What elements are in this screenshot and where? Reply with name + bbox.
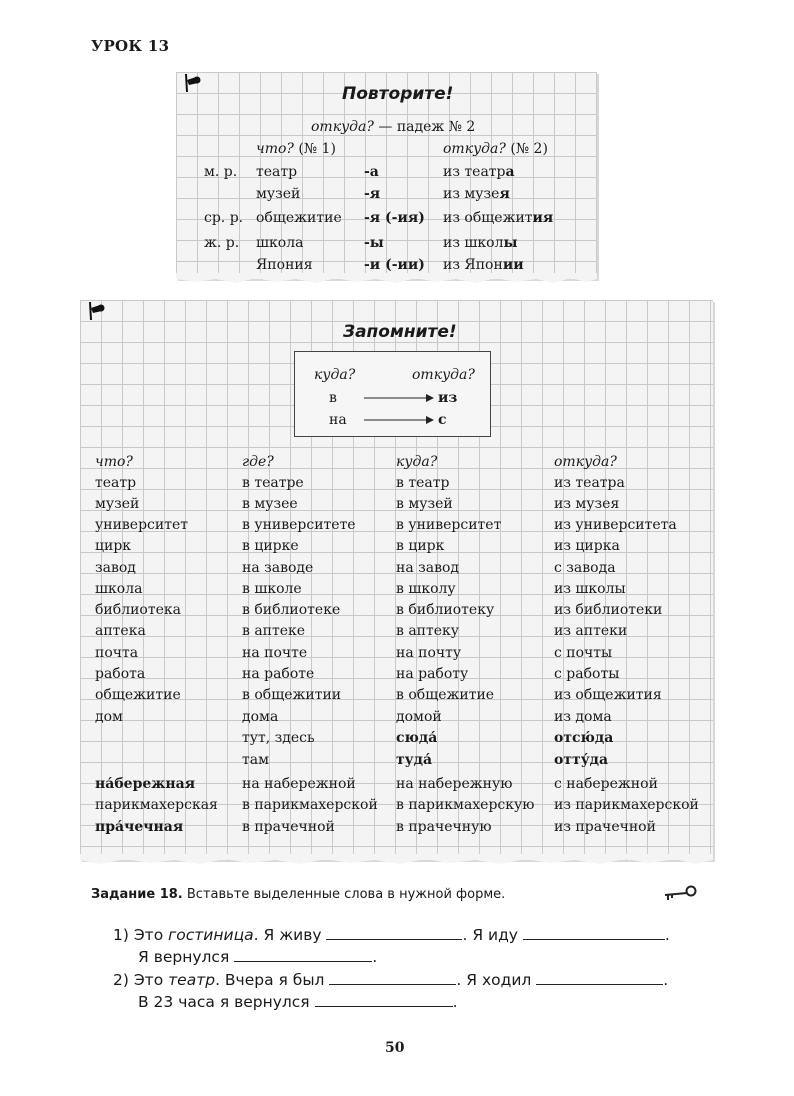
word: общежитие <box>256 210 342 226</box>
word: Япония <box>256 257 313 273</box>
remember-title: Запомните! <box>343 322 457 342</box>
box-prep-s: с <box>438 412 447 428</box>
answer-blank[interactable] <box>329 983 456 985</box>
exercise-item-1-line2: Я вернулся . <box>138 948 378 966</box>
table-cell: домой <box>396 709 442 725</box>
page-number: 50 <box>385 1040 405 1056</box>
answer-blank[interactable] <box>523 938 665 940</box>
ending: -и (-ии) <box>364 257 425 273</box>
header-what: что? <box>95 454 133 470</box>
ending: -ы <box>364 235 384 251</box>
table-cell: из прачечной <box>554 819 656 835</box>
table-cell: библиотека <box>95 602 181 618</box>
table-cell: в общежитие <box>396 687 495 703</box>
table-cell: в школу <box>396 581 456 597</box>
table-cell: дом <box>95 709 123 725</box>
box-header-where-to: куда? <box>314 367 356 383</box>
from-form: из общежития <box>443 210 554 226</box>
exercise-item-2: 2) Это театр. Вчера я был . Я ходил . <box>113 971 669 989</box>
ending: -а <box>364 164 379 180</box>
table-cell: из аптеки <box>554 623 628 639</box>
table-cell: на почте <box>242 645 308 661</box>
table-cell: из общежития <box>554 687 662 703</box>
torn-edge <box>176 273 597 285</box>
table-cell: музей <box>95 496 140 512</box>
box-prep-v: в <box>329 390 337 406</box>
table-cell: из музея <box>554 496 620 512</box>
table-cell: в аптеку <box>396 623 460 639</box>
table-cell: на работе <box>242 666 315 682</box>
exercise-item-2-line2: В 23 часа я вернулся . <box>138 993 458 1011</box>
box-prep-iz: из <box>438 390 458 406</box>
table-cell: театр <box>95 475 137 491</box>
table-cell: работа <box>95 666 146 682</box>
header-where: где? <box>242 454 274 470</box>
word: театр <box>256 164 298 180</box>
box-header-where-from: откуда? <box>412 367 475 383</box>
table-cell: на заводе <box>242 560 314 576</box>
pushpin-icon <box>86 298 106 324</box>
repeat-subtitle: откуда? — падеж № 2 <box>311 119 476 135</box>
table-cell: школа <box>95 581 143 597</box>
table-cell: в аптеке <box>242 623 306 639</box>
table-cell: отсю́да <box>554 730 614 746</box>
repeat-title: Повторите! <box>342 84 454 104</box>
gender-label: ж. р. <box>204 235 240 251</box>
table-cell: тут, здесь <box>242 730 315 746</box>
table-cell: в цирке <box>242 538 299 554</box>
table-cell: на набережной <box>242 776 356 792</box>
table-cell: сюда́ <box>396 730 438 746</box>
table-cell: в парикмахерской <box>242 797 378 813</box>
header-where-to: куда? <box>396 454 438 470</box>
from-form: из музея <box>443 186 510 202</box>
table-cell: в цирк <box>396 538 445 554</box>
table-cell: университет <box>95 517 188 533</box>
table-cell: из университета <box>554 517 677 533</box>
ending: -я <box>364 186 381 202</box>
from-form: из театра <box>443 164 515 180</box>
gender-label: м. р. <box>204 164 238 180</box>
arrow-icon <box>364 393 434 403</box>
gender-label: ср. р. <box>204 210 244 226</box>
table-cell: в музей <box>396 496 453 512</box>
from-form: из школы <box>443 235 518 251</box>
table-cell: на завод <box>396 560 460 576</box>
table-cell: в театр <box>396 475 450 491</box>
table-cell: из дома <box>554 709 612 725</box>
answer-blank[interactable] <box>536 983 663 985</box>
table-cell: пра́чечная <box>95 819 184 835</box>
table-cell: с набережной <box>554 776 658 792</box>
table-cell: из цирка <box>554 538 620 554</box>
pushpin-icon <box>182 70 202 96</box>
table-cell: дома <box>242 709 279 725</box>
from-form: из Японии <box>443 257 524 273</box>
table-cell: цирк <box>95 538 132 554</box>
table-cell: на почту <box>396 645 462 661</box>
answer-blank[interactable] <box>326 938 462 940</box>
word: музей <box>256 186 301 202</box>
table-cell: в прачечной <box>242 819 335 835</box>
table-cell: общежитие <box>95 687 181 703</box>
repeat-header-from: откуда? (№ 2) <box>443 141 548 157</box>
table-cell: в университет <box>396 517 502 533</box>
table-cell: в университете <box>242 517 356 533</box>
key-icon <box>662 884 698 902</box>
table-cell: парикмахерская <box>95 797 218 813</box>
table-cell: в библиотеку <box>396 602 495 618</box>
table-cell: в театре <box>242 475 304 491</box>
table-cell: отту́да <box>554 752 609 768</box>
answer-blank[interactable] <box>234 960 372 962</box>
table-cell: там <box>242 752 269 768</box>
table-cell: в парикмахерскую <box>396 797 535 813</box>
table-cell: в библиотеке <box>242 602 341 618</box>
table-cell: завод <box>95 560 136 576</box>
lesson-title: УРОК 13 <box>91 37 170 55</box>
table-cell: с почты <box>554 645 613 661</box>
table-cell: с работы <box>554 666 620 682</box>
word: школа <box>256 235 304 251</box>
table-cell: на набережную <box>396 776 513 792</box>
repeat-header-what: что? (№ 1) <box>256 141 336 157</box>
table-cell: в общежитии <box>242 687 342 703</box>
answer-blank[interactable] <box>315 1005 453 1007</box>
task-heading: Задание 18. Вставьте выделенные слова в нужной форме. <box>91 887 506 902</box>
table-cell: туда́ <box>396 752 433 768</box>
table-cell: из школы <box>554 581 626 597</box>
table-cell: на́бережная <box>95 776 196 792</box>
torn-edge <box>80 854 713 866</box>
table-cell: в школе <box>242 581 302 597</box>
table-cell: на работу <box>396 666 469 682</box>
table-cell: из парикмахерской <box>554 797 699 813</box>
table-cell: в музее <box>242 496 298 512</box>
table-cell: из театра <box>554 475 625 491</box>
table-cell: с завода <box>554 560 616 576</box>
table-cell: из библиотеки <box>554 602 663 618</box>
table-cell: почта <box>95 645 139 661</box>
table-cell: в прачечную <box>396 819 492 835</box>
ending: -я (-ия) <box>364 210 425 226</box>
table-cell: аптека <box>95 623 146 639</box>
arrow-icon <box>364 415 434 425</box>
exercise-item-1: 1) Это гостиница. Я живу . Я иду . <box>113 926 670 944</box>
box-prep-na: на <box>329 412 347 428</box>
header-where-from: откуда? <box>554 454 617 470</box>
